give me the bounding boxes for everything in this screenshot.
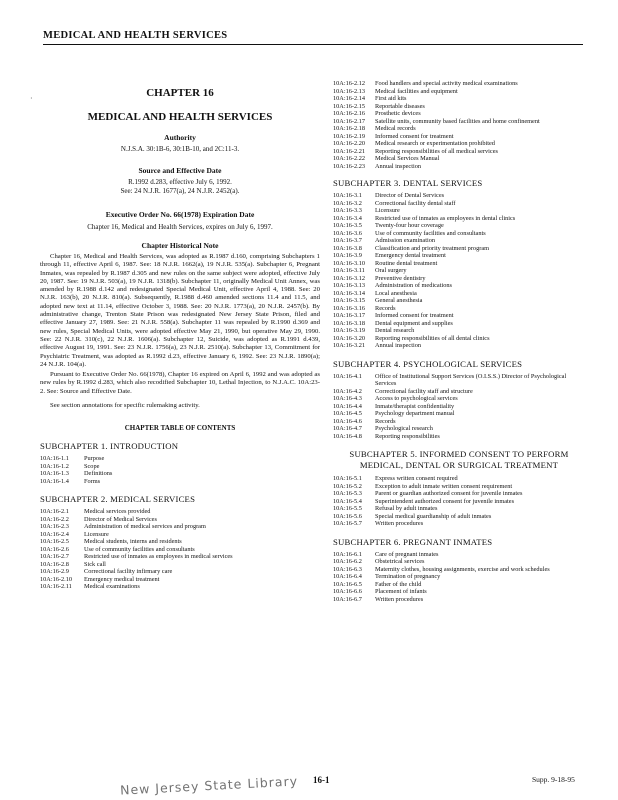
section-title: Food handlers and special activity medical examinations (375, 80, 518, 87)
section-number: 10A:16-3.11 (333, 267, 365, 274)
section-number: 10A:16-3.7 (333, 237, 362, 244)
section-title: Psychology department manual (375, 410, 455, 417)
toc-row (40, 583, 320, 591)
section-number: 10A:16-2.20 (333, 140, 366, 147)
toc-row (333, 305, 585, 313)
toc-heading: CHAPTER TABLE OF CONTENTS (124, 424, 236, 433)
section-title: Satellite units, community based facilities and home confinement (375, 117, 540, 125)
chapter-name: MEDICAL AND HEALTH SERVICES (87, 111, 273, 123)
toc-row (40, 538, 320, 546)
toc-row (333, 148, 585, 156)
section-number: 10A:16-2.5 (40, 538, 69, 546)
history-heading: Chapter Historical Note (141, 241, 219, 250)
section-title: Twenty-four hour coverage (375, 222, 444, 229)
section-title: Care of pregnant inmates (375, 550, 439, 558)
section-number: 10A:16-2.16 (333, 110, 366, 117)
history-paragraph-2: Pursuant to Executive Order No. 66(1978), Chapter 16 expired on April 6, 1992 and was adopted as new rules by R.1992 d.283, which also recodified Subchapter 10, Lethal Injection, to N.J.A.C. 10A:23-2. See: Source and Effective Date. (40, 371, 320, 395)
section-title: Restricted use of inmates as employees in dental clinics (375, 214, 516, 222)
toc-row (333, 230, 585, 238)
section-title: Dental equipment and supplies (375, 319, 453, 327)
section-number: 10A:16-5.2 (333, 482, 362, 490)
section-title: Records (375, 417, 396, 425)
section-title: Medical students, interns and residents (84, 538, 182, 546)
section-title: Exception to adult inmate written consent requirement (375, 482, 513, 490)
section-number: 10A:16-4.7 (333, 425, 362, 432)
section-title: Obstetrical services (375, 558, 425, 565)
toc-row (40, 576, 320, 584)
section-title: Definitions (84, 470, 113, 478)
section-title: Reportable diseases (375, 102, 425, 110)
section-number: 10A:16-2.12 (333, 80, 366, 87)
section-title: Admission examination (375, 237, 435, 244)
toc-row (40, 553, 320, 561)
toc-row (333, 237, 585, 245)
section-title: Administration of medications (375, 282, 452, 289)
section-number: 10A:16-3.19 (333, 327, 366, 334)
section-number: 10A:16-6.3 (333, 565, 362, 573)
section-number: 10A:16-1.3 (40, 470, 69, 478)
toc-row (333, 513, 585, 521)
authority-heading: Authority (164, 133, 196, 142)
section-number: 10A:16-3.21 (333, 342, 366, 349)
section-number: 10A:16-2.4 (40, 530, 69, 538)
section-number: 10A:16-1.1 (40, 455, 69, 463)
toc-row (40, 568, 320, 576)
section-number: 10A:16-2.10 (40, 575, 73, 583)
toc-row (333, 207, 585, 215)
section-title: Director of Medical Services (84, 515, 157, 523)
section-title: Annual inspection (375, 162, 421, 170)
toc-row (333, 133, 585, 141)
section-title: Preventive dentistry (375, 274, 426, 282)
section-number: 10A:16-2.2 (40, 515, 69, 523)
toc-row (40, 561, 320, 569)
subchapter-1-list (40, 455, 320, 485)
toc-row (333, 573, 585, 581)
toc-row (333, 320, 585, 328)
section-number: 10A:16-2.19 (333, 132, 366, 140)
toc-row (333, 335, 585, 343)
section-title: First aid kits (375, 95, 407, 102)
section-number: 10A:16-3.15 (333, 297, 366, 304)
page-number: 16-1 (313, 775, 330, 785)
toc-row (333, 475, 585, 483)
section-title: Purpose (84, 455, 105, 463)
section-number: 10A:16-3.9 (333, 252, 362, 259)
section-title: Informed consent for treatment (375, 132, 454, 140)
toc-row (333, 596, 585, 604)
section-title: Medical examinations (84, 583, 140, 591)
section-title: Correctional facility dental staff (375, 199, 456, 207)
section-title: Access to psychological services (375, 395, 458, 402)
section-title: Classification and priority treatment program (375, 244, 490, 252)
section-title: Correctional facility staff and structure (375, 387, 473, 395)
right-column (333, 80, 585, 603)
toc-row (333, 551, 585, 559)
toc-row (333, 110, 585, 118)
source-line-2: See: 24 N.J.R. 1677(a), 24 N.J.R. 2452(a). (120, 187, 240, 195)
section-title: Medical Services Manual (375, 155, 440, 162)
section-number: 10A:16-6.5 (333, 580, 362, 588)
section-title: Prosthetic devices (375, 110, 421, 117)
section-number: 10A:16-5.5 (333, 505, 362, 512)
chapter-number: CHAPTER 16 (146, 87, 214, 99)
section-number: 10A:16-2.9 (40, 568, 69, 576)
section-title: Written procedures (375, 520, 424, 527)
subchapter-5-list (333, 475, 585, 528)
toc-row (333, 140, 585, 148)
section-number: 10A:16-2.14 (333, 95, 366, 102)
running-header: MEDICAL AND HEALTH SERVICES (43, 30, 228, 41)
section-number: 10A:16-3.6 (333, 229, 362, 237)
section-number: 10A:16-4.3 (333, 395, 362, 402)
section-number: 10A:16-3.4 (333, 214, 362, 222)
toc-row (40, 455, 320, 463)
toc-row (333, 282, 585, 290)
toc-row (333, 80, 585, 88)
subchapter-1-title: SUBCHAPTER 1. INTRODUCTION (40, 441, 179, 452)
section-title: Reporting responsibilities of all dental clinics (375, 334, 490, 342)
toc-row (333, 410, 585, 418)
section-number: 10A:16-5.6 (333, 512, 362, 520)
section-title: Special medical guardianship of adult inmates (375, 512, 492, 520)
section-title: Records (375, 304, 396, 312)
toc-row (333, 103, 585, 111)
toc-row (333, 245, 585, 253)
section-number: 10A:16-2.1 (40, 508, 69, 516)
section-title: Routine dental treatment (375, 259, 438, 267)
section-title: Scope (84, 462, 100, 470)
toc-row (333, 520, 585, 528)
library-stamp: New Jersey State Library (119, 773, 299, 798)
section-number: 10A:16-2.11 (40, 583, 72, 591)
section-number: 10A:16-3.8 (333, 244, 362, 252)
section-title: Dental research (375, 327, 415, 334)
section-number: 10A:16-2.7 (40, 553, 69, 561)
toc-row (333, 155, 585, 163)
toc-row (333, 388, 585, 396)
subchapter-3-title: SUBCHAPTER 3. DENTAL SERVICES (333, 178, 483, 188)
section-title: Licensure (84, 530, 109, 538)
toc-row (333, 267, 585, 275)
toc-row (333, 342, 585, 350)
section-number: 10A:16-6.1 (333, 550, 362, 558)
left-column (40, 85, 320, 591)
section-title: General anesthesia (375, 297, 423, 304)
section-title: Maternity clothes, housing assignments, exercise and work schedules (375, 565, 550, 573)
section-number: 10A:16-2.18 (333, 125, 366, 132)
section-title: Medical services provided (84, 508, 151, 516)
section-title: Superintendent authorized consent for juvenile inmates (375, 497, 515, 505)
section-title: Medical records (375, 125, 416, 132)
toc-row (333, 505, 585, 513)
section-number: 10A:16-3.13 (333, 282, 366, 289)
toc-row (40, 523, 320, 531)
section-number: 10A:16-2.17 (333, 117, 366, 125)
section-number: 10A:16-4.1 (333, 372, 362, 380)
toc-row (333, 312, 585, 320)
section-number: 10A:16-3.16 (333, 304, 366, 312)
subchapter-5-title: SUBCHAPTER 5. INFORMED CONSENT TO PERFORM MEDICAL, DENTAL OR SURGICAL TREATMENT (349, 449, 569, 470)
toc-row (333, 395, 585, 403)
toc-row (333, 373, 585, 388)
history-paragraph-1: Chapter 16, Medical and Health Services, was adopted as R.1987 d.160, comprising Subchapters 1 through 11, effective April 6, 1987. See: 18 N.J.R. 1662(a), 19 N.J.R. 535(a). Subchapter 6, Pregnant Inmates, was repealed by R.1987 d.305 and new rules on the same subject were adopted, effective July 20, 1987. See: 19 N.J.R. 503(a), 19 N.J.R. 1318(b). Subchapter 11, originally Medical Unit Annex, was amended by R.1988 d.142 and redesignated Special Medical Unit, effective April 4, 1988. See: 20 N.J.R. 163(b), 20 N.J.R. 810(a). Subsequently, R.1988 d.460 amended sections 11.4 and 11.5, and adopted new text at 11.14, effective October 3, 1988. See: 20 N.J.R. 1773(a), 20 N.J.R. 2457(b). By administrative change, Trenton State Prison was redesignated New Jersey State Prison, filed and effective January 27, 1989. See: 21 N.J.R. 558(a). Subchapter 11 was repealed by R.1990 d.369 and new rules, Special Medical Units, were adopted effective May 21, 1990, but operative May 29, 1990. See: 22 N.J.R. 310(c), 22 N.J.R. 1606(a). Subchapter 12, Suicide, was adopted as R.1991 d.439, effective August 19, 1991. See: 23 N.J.R. 1756(a), 23 N.J.R. 2510(a). Subchapter 13, Commitment for Psychiatric Treatment, was adopted as R.1992 d.23, effective January 6, 1992. See: 23 N.J.R. 1890(a); 24 N.J.R. 104(a). (40, 253, 320, 368)
section-title: Local anesthesia (375, 289, 417, 297)
section-number: 10A:16-3.1 (333, 192, 362, 199)
subchapter-2-list-continued (333, 80, 585, 170)
section-title: Director of Dental Services (375, 192, 445, 199)
section-title: Emergency dental treatment (375, 252, 446, 259)
section-title: Parent or guardian authorized consent for juvenile inmates (375, 490, 523, 497)
section-title: Licensure (375, 207, 400, 214)
section-number: 10A:16-2.15 (333, 102, 366, 110)
section-number: 10A:16-6.2 (333, 558, 362, 565)
section-number: 10A:16-1.4 (40, 477, 69, 485)
section-number: 10A:16-3.10 (333, 259, 366, 267)
toc-row (333, 290, 585, 298)
section-title: Reporting responsibilities of all medical services (375, 147, 498, 155)
toc-row (333, 425, 585, 433)
section-number: 10A:16-5.1 (333, 475, 362, 482)
toc-row (333, 558, 585, 566)
toc-row (333, 581, 585, 589)
section-number: 10A:16-6.6 (333, 588, 362, 595)
section-number: 10A:16-3.5 (333, 222, 362, 229)
toc-row (333, 403, 585, 411)
section-number: 10A:16-2.6 (40, 545, 69, 553)
toc-row (333, 433, 585, 441)
toc-row (333, 418, 585, 426)
toc-row (333, 163, 585, 171)
margin-mark: · (30, 94, 33, 103)
section-number: 10A:16-2.13 (333, 87, 366, 95)
see-also-note: See section annotations for specific rulemaking activity. (50, 402, 200, 410)
eo-text: Chapter 16, Medical and Health Services, expires on July 6, 1997. (87, 223, 273, 231)
toc-row (40, 470, 320, 478)
toc-row (40, 508, 320, 516)
subchapter-6-title: SUBCHAPTER 6. PREGNANT INMATES (333, 536, 493, 547)
section-title: Administration of medical services and program (84, 523, 206, 531)
section-number: 10A:16-4.4 (333, 402, 362, 410)
section-number: 10A:16-3.14 (333, 289, 366, 297)
section-title: Medical facilities and equipment (375, 87, 458, 95)
section-number: 10A:16-6.7 (333, 595, 362, 603)
section-title: Written procedures (375, 595, 424, 603)
section-title: Express written consent required (375, 475, 458, 482)
section-number: 10A:16-5.4 (333, 497, 362, 505)
section-number: 10A:16-3.20 (333, 334, 366, 342)
toc-row (333, 95, 585, 103)
section-title: Oral surgery (375, 267, 407, 274)
toc-row (333, 88, 585, 96)
authority-text: N.J.S.A. 30:1B-6, 30:1B-10, and 2C:11-3. (120, 145, 240, 153)
toc-row (333, 327, 585, 335)
section-title: Office of Institutional Support Services (O.I.S.S.) Director of Psychological Services (375, 372, 567, 387)
section-number: 10A:16-3.18 (333, 319, 366, 327)
toc-row (333, 215, 585, 223)
toc-row (333, 260, 585, 268)
section-title: Reporting responsibilities (375, 432, 440, 440)
section-title: Medical research or experimentation prohibited (375, 140, 495, 147)
subchapter-4-title: SUBCHAPTER 4. PSYCHOLOGICAL SERVICES (333, 358, 523, 369)
source-line-1: R.1992 d.283, effective July 6, 1992. (128, 178, 232, 186)
subchapter-3-list (333, 192, 585, 350)
section-number: 10A:16-4.6 (333, 417, 362, 425)
section-number: 10A:16-1.2 (40, 462, 69, 470)
section-title: Forms (84, 477, 101, 485)
section-title: Inmate/therapist confidentiality (375, 402, 455, 410)
section-title: Informed consent for treatment (375, 312, 454, 319)
toc-row (333, 118, 585, 126)
toc-row (40, 478, 320, 486)
section-number: 10A:16-4.8 (333, 432, 362, 440)
section-title: Refusal by adult inmates (375, 505, 438, 512)
section-title: Sick call (84, 560, 106, 568)
section-title: Correctional facility infirmary care (84, 568, 173, 576)
subchapter-2-title: SUBCHAPTER 2. MEDICAL SERVICES (40, 494, 196, 505)
toc-row (333, 498, 585, 506)
toc-row (333, 566, 585, 574)
section-title: Annual inspection (375, 342, 421, 349)
eo-heading: Executive Order No. 66(1978) Expiration Date (105, 210, 255, 219)
toc-row (40, 531, 320, 539)
toc-row (40, 463, 320, 471)
section-title: Psychological research (375, 425, 433, 432)
section-number: 10A:16-4.2 (333, 387, 362, 395)
section-number: 10A:16-3.3 (333, 207, 362, 214)
toc-row (333, 222, 585, 230)
section-number: 10A:16-2.23 (333, 162, 366, 170)
subchapter-2-list (40, 508, 320, 591)
section-number: 10A:16-3.12 (333, 274, 366, 282)
subchapter-4-list (333, 373, 585, 441)
toc-row (333, 200, 585, 208)
toc-row (333, 252, 585, 260)
section-number: 10A:16-2.22 (333, 155, 366, 162)
toc-row (333, 490, 585, 498)
section-number: 10A:16-2.8 (40, 560, 69, 568)
section-number: 10A:16-3.2 (333, 199, 362, 207)
section-title: Use of community facilities and consultants (84, 545, 195, 553)
header-rule (43, 44, 583, 45)
section-title: Emergency medical treatment (84, 575, 160, 583)
toc-row (333, 125, 585, 133)
section-title: Father of the child (375, 580, 422, 588)
source-text (40, 178, 320, 196)
section-title: Use of community facilities and consultants (375, 229, 486, 237)
supplement-date: Supp. 9-18-95 (532, 775, 575, 784)
toc-row (333, 588, 585, 596)
toc-row (333, 297, 585, 305)
toc-row (333, 483, 585, 491)
toc-row (40, 546, 320, 554)
section-number: 10A:16-5.7 (333, 520, 362, 527)
toc-row (40, 516, 320, 524)
section-number: 10A:16-5.3 (333, 490, 362, 497)
section-title: Restricted use of inmates as employees in medical services (84, 553, 233, 561)
section-number: 10A:16-2.3 (40, 523, 69, 531)
section-number: 10A:16-4.5 (333, 410, 362, 417)
section-number: 10A:16-2.21 (333, 147, 366, 155)
section-number: 10A:16-6.4 (333, 573, 362, 580)
section-title: Termination of pregnancy (375, 573, 441, 580)
source-heading: Source and Effective Date (138, 166, 222, 175)
toc-row (333, 275, 585, 283)
toc-row (333, 192, 585, 200)
subchapter-6-list (333, 551, 585, 604)
section-title: Placement of infants (375, 588, 427, 595)
section-number: 10A:16-3.17 (333, 312, 366, 319)
